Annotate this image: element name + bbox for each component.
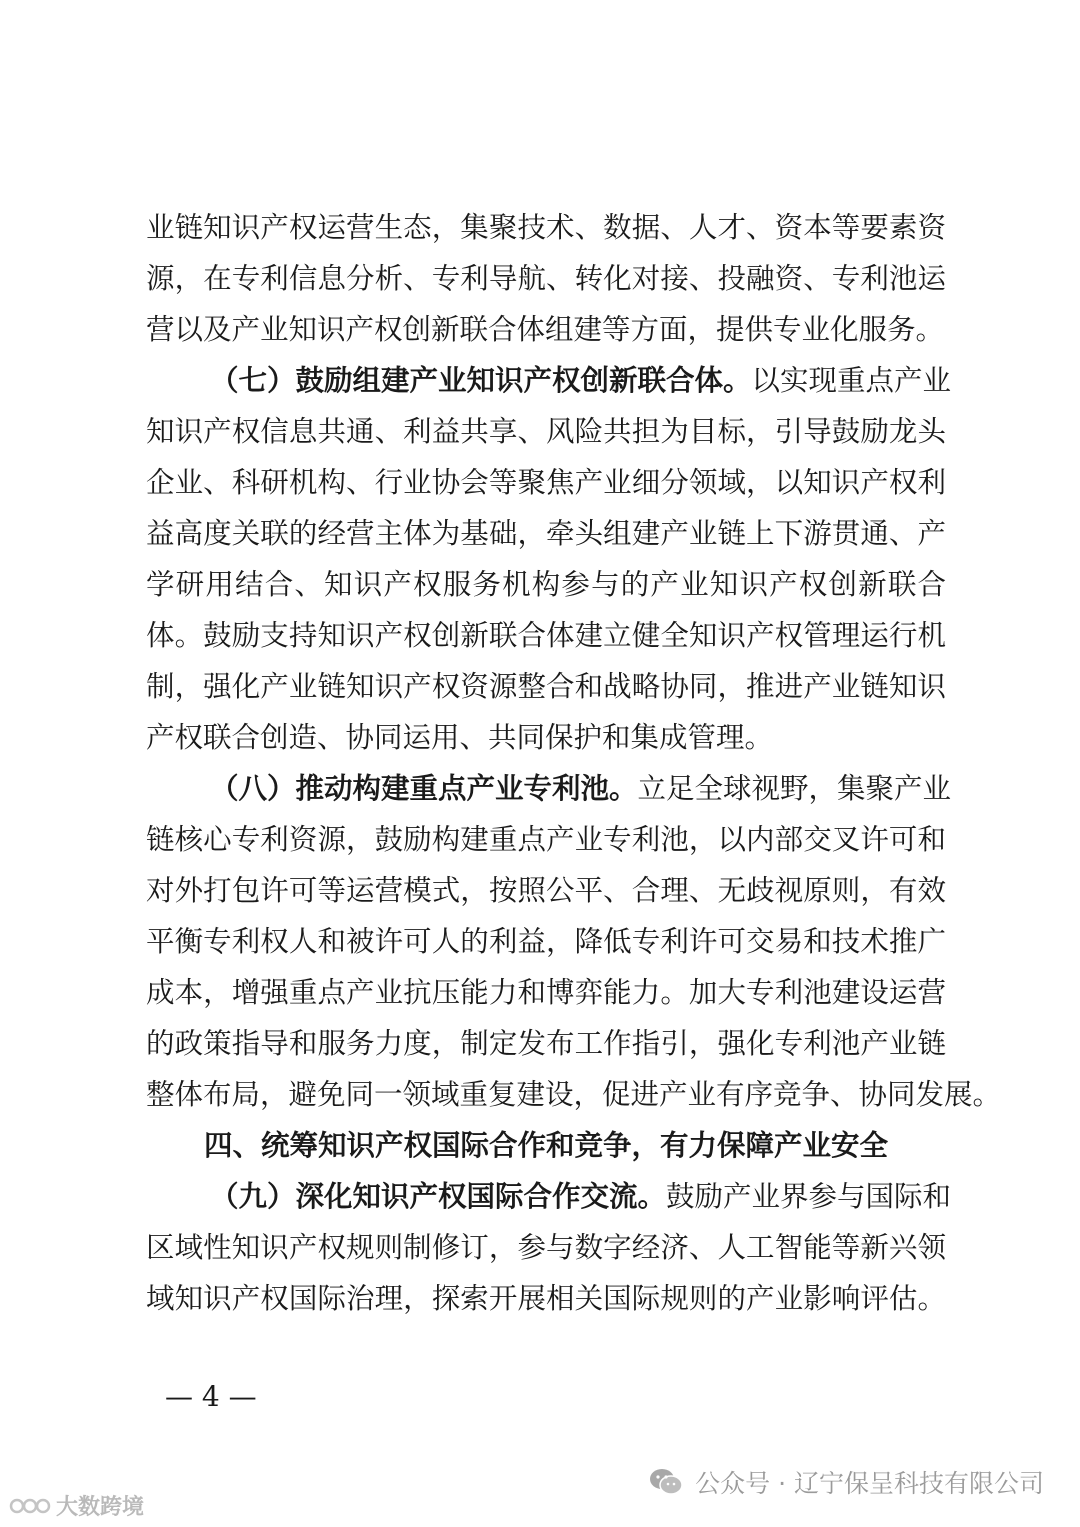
paragraph-7-text: 以实现重点产业 [751, 364, 952, 397]
paragraph-8-first-line [146, 763, 952, 814]
text-line: 企业、科研机构、行业协会等聚焦产业细分领域，以知识产权利 [146, 466, 946, 499]
site-watermark-text: 大数跨境 [56, 1495, 145, 1520]
text-line: 体。鼓励支持知识产权创新联合体建立健全知识产权管理运行机 [146, 619, 946, 652]
account-watermark [649, 1462, 1044, 1502]
text-line: 营以及产业知识产权创新联合体组建等方面，提供专业化服务。 [146, 313, 945, 346]
section-4-heading: 四、统筹知识产权国际合作和竞争，有力保障产业安全 [204, 1129, 889, 1162]
paragraph-8-text: 立足全球视野，集聚产业 [637, 772, 952, 805]
text-line: 业链知识产权运营生态，集聚技术、数据、人才、资本等要素资 [146, 211, 946, 244]
paragraph-7-first-line [146, 355, 952, 406]
paragraph-9-text: 鼓励产业界参与国际和 [666, 1180, 952, 1213]
text-line: 成本，增强重点产业抗压能力和博弈能力。加大专利池建设运营 [146, 976, 946, 1009]
site-watermark [8, 1490, 144, 1521]
text-line: 区域性知识产权规则制修订，参与数字经济、人工智能等新兴领 [146, 1231, 946, 1264]
text-line: 益高度关联的经营主体为基础，牵头组建产业链上下游贯通、产 [146, 517, 946, 550]
paragraph-9-first-line [146, 1171, 952, 1222]
text-line: 域知识产权国际治理，探索开展相关国际规则的产业影响评估。 [146, 1282, 946, 1315]
paragraph-9-title: （九）深化知识产权国际合作交流。 [210, 1180, 667, 1213]
account-watermark-text: 公众号 · 辽宁保呈科技有限公司 [695, 1469, 1044, 1498]
document-body [146, 202, 1002, 1324]
page-number: — 4 — [165, 1380, 257, 1413]
text-line: 的政策指导和服务力度，制定发布工作指引，强化专利池产业链 [146, 1027, 946, 1060]
text-line: 知识产权信息共通、利益共享、风险共担为目标，引导鼓励龙头 [146, 415, 946, 448]
text-line: 整体布局，避免同一领域重复建设，促进产业有序竞争、协同发展。 [146, 1078, 1002, 1111]
text-line: 产权联合创造、协同运用、共同保护和集成管理。 [146, 721, 774, 754]
text-line: 链核心专利资源，鼓励构建重点产业专利池，以内部交叉许可和 [146, 823, 946, 856]
text-line: 源，在专利信息分析、专利导航、转化对接、投融资、专利池运 [146, 262, 946, 295]
paragraph-7-title: （七）鼓励组建产业知识产权创新联合体。 [210, 364, 752, 397]
text-line: 对外打包许可等运营模式，按照公平、合理、无歧视原则，有效 [146, 874, 946, 907]
text-line: 平衡专利权人和被许可人的利益，降低专利许可交易和技术推广 [146, 925, 946, 958]
paragraph-8-title: （八）推动构建重点产业专利池。 [210, 772, 638, 805]
text-line: 制，强化产业链知识产权资源整合和战略协同，推进产业链知识 [146, 670, 946, 703]
text-line: 学研用结合、知识产权服务机构参与的产业知识产权创新联合 [146, 568, 946, 601]
logo-icon [8, 1493, 52, 1519]
wechat-icon [649, 1467, 683, 1497]
